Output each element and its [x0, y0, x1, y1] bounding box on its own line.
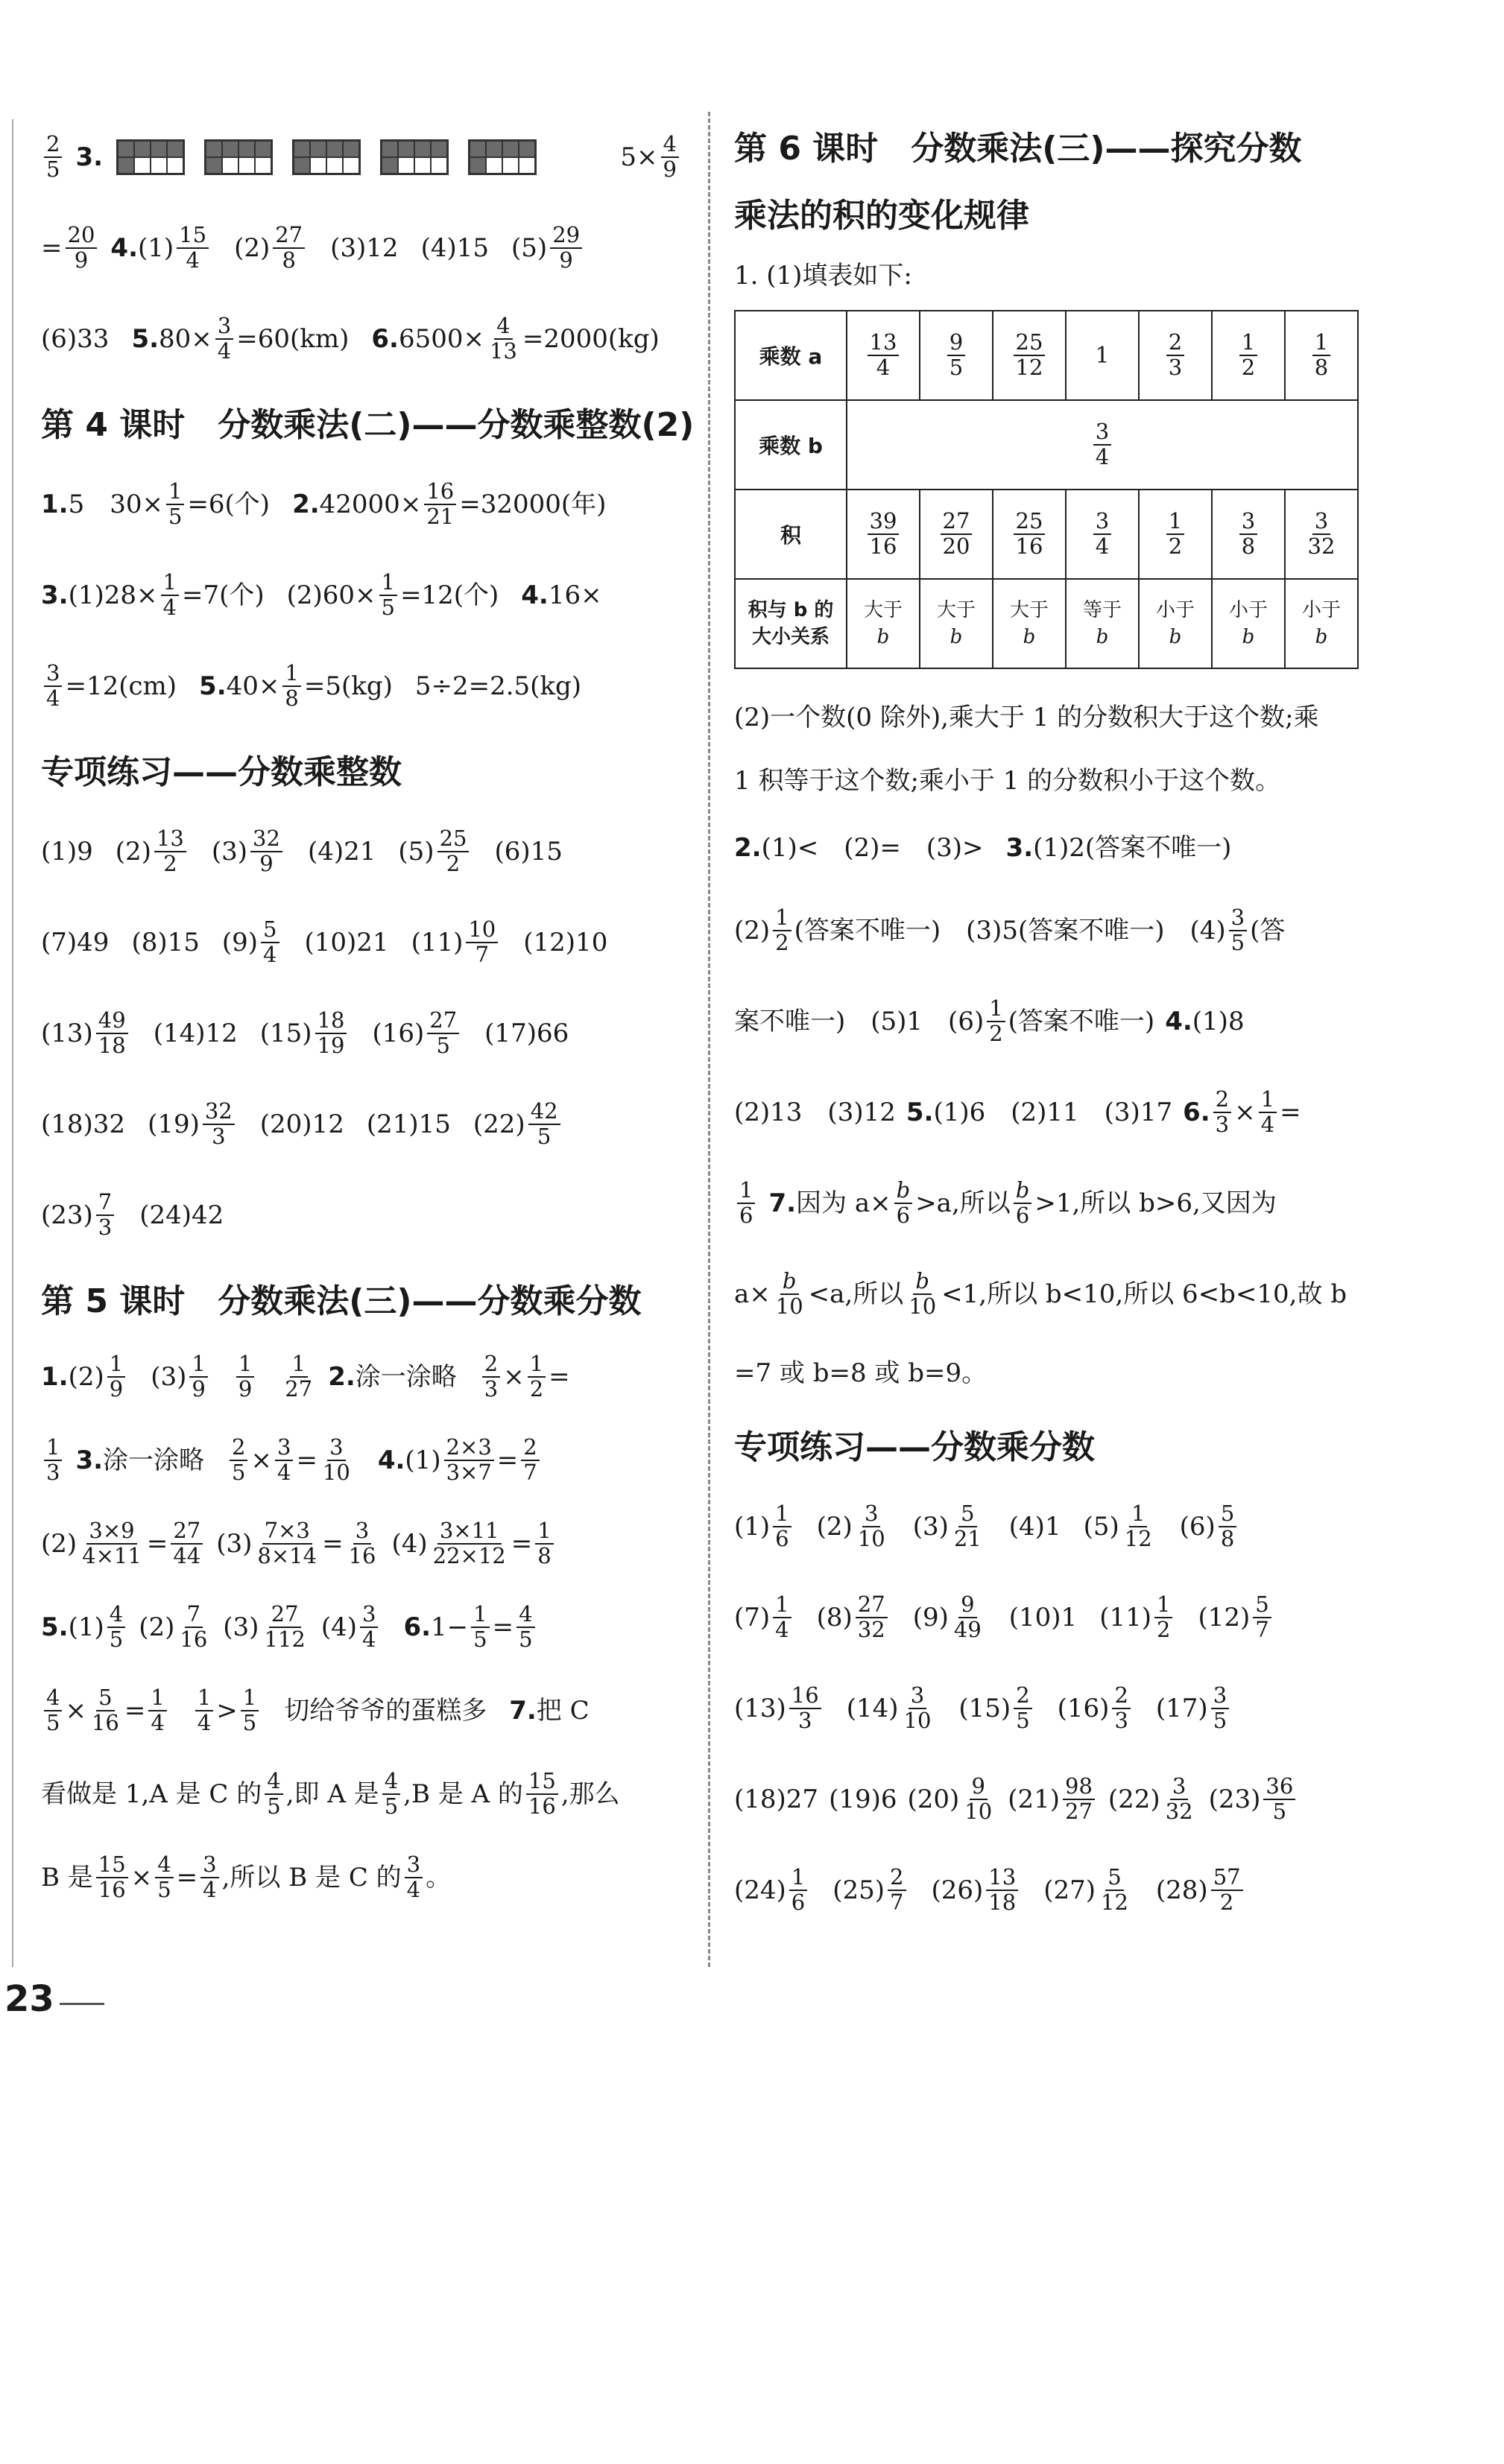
shaded-grid: [204, 139, 273, 175]
table-cell: $\frac{25}{12}$: [993, 311, 1066, 400]
table-cell: $\frac{39}{16}$: [847, 490, 920, 579]
table-row: [735, 490, 1358, 579]
answer-line: (2)一个数(0 除外),乘大于 1 的分数积大于这个数;乘: [734, 703, 1319, 732]
fraction: $\frac{42}{5}$: [528, 1100, 560, 1149]
question-number: 2.: [734, 833, 762, 863]
question-number: 2.: [328, 1362, 356, 1392]
table-cell: $\frac{25}{16}$: [993, 490, 1066, 579]
table-cell: $\frac{27}{20}$: [920, 490, 993, 579]
answer-line: (2)13 (3)12 5. (1)6 (2)11 (3)17 6. $\frac{2}{3}$ × $\frac{1}{4}$ =: [734, 1086, 1301, 1137]
question-number: 5.: [199, 671, 227, 701]
table-row: [735, 579, 1358, 668]
fraction: $\frac{4}{5}$: [382, 1770, 400, 1819]
fraction: $\frac{1}{12}$: [1124, 1501, 1152, 1551]
fraction: $\frac{5}{7}$: [1253, 1593, 1271, 1642]
section-heading-cont: 乘法的积的变化规律: [734, 197, 1029, 235]
fraction: $\frac{13}{2}$: [154, 827, 186, 876]
fraction: $\frac{4}{5}$: [44, 1686, 62, 1735]
fraction: $\frac{3}{5}$: [1229, 906, 1247, 955]
answer-line: (13) $\frac{16}{3}$ (14) $\frac{3}{10}$ (15) $\frac{2}{5}$ (16) $\frac{2}{3}$ (17) $\frac{3}{5}$: [734, 1663, 1390, 1754]
product-change-table: [734, 310, 1359, 669]
fraction: $\frac{4}{5}$: [107, 1603, 125, 1652]
fraction: $\frac{4}{5}$: [265, 1770, 282, 1819]
section-heading: 专项练习——分数乘整数: [41, 753, 402, 791]
table-cell: 1: [1066, 311, 1139, 400]
fraction: $\frac{98}{27}$: [1063, 1775, 1095, 1824]
row-header: 积: [735, 490, 847, 579]
fraction: $\frac{2}{3}$: [1112, 1684, 1130, 1733]
answer-line: (18)32 (19) $\frac{32}{3}$ (20)12 (21)15 (22) $\frac{42}{5}$: [41, 1079, 682, 1170]
right-column: [734, 112, 1390, 1936]
fraction: $\frac{1}{2}$: [987, 997, 1005, 1046]
answer-line: (18)27 (19)6 (20) $\frac{9}{10}$ (21) $\frac{98}{27}$ (22) $\frac{3}{32}$ (23) $\frac{36}{5}$: [734, 1754, 1390, 1845]
table-cell: $\frac{1}{2}$: [1212, 311, 1285, 400]
page-number: 23: [4, 1978, 54, 2020]
fraction: $\frac{3}{16}$: [348, 1518, 376, 1568]
answer-line: $\frac{1}{3}$ 3. 涂一涂略 $\frac{2}{5}$ × $\frac{3}{4}$ = $\frac{3}{10}$ 4. (1) $\frac{2\times 3}{3\times 7}$ = $\frac{2}{7}$: [41, 1419, 682, 1502]
fraction: $\frac{36}{5}$: [1263, 1775, 1295, 1824]
question-number: 4.: [521, 580, 549, 610]
row-header: 乘数 b: [735, 400, 847, 490]
question-number: 4.: [377, 1445, 405, 1475]
fraction: $\frac{1}{4}$: [1259, 1088, 1277, 1137]
fraction: $\frac{29}{9}$: [550, 224, 582, 273]
fraction: $\frac{1}{8}$: [535, 1519, 553, 1568]
fraction: $\frac{16}{3}$: [789, 1684, 821, 1733]
answer-line: (1) $\frac{1}{6}$ (2) $\frac{3}{10}$ (3) $\frac{5}{21}$ (4)1 (5) $\frac{1}{12}$ (6) $\frac{5}{8}$: [734, 1481, 1390, 1572]
fraction: $\frac{4}{5}$: [155, 1853, 173, 1902]
fraction: $\frac{1}{5}$: [471, 1603, 489, 1652]
table-row: [735, 400, 1358, 490]
row-header: 积与 b 的 大小关系: [735, 579, 847, 668]
question-number: 4.: [1165, 1007, 1192, 1036]
question-number: 5.: [131, 324, 159, 354]
fraction: $\frac{32}{3}$: [203, 1100, 235, 1149]
fraction: $\frac{27}{44}$: [171, 1519, 203, 1568]
fraction: $\frac{49}{18}$: [96, 1009, 128, 1058]
fraction: $\frac{3}{4}$: [44, 662, 62, 711]
fraction: $\frac{27}{112}$: [264, 1601, 306, 1652]
answer-line: B 是 $\frac{15}{16}$ × $\frac{4}{5}$ = $\frac{3}{4}$ ,所以 B 是 C 的 $\frac{3}{4}$ 。: [41, 1852, 452, 1902]
answer-line: 3. (1)28× $\frac{1}{4}$ =7(个) (2)60× $\frac{1}{5}$ =12(个) 4. 16×: [41, 569, 602, 620]
fraction: $\frac{1}{5}$: [166, 480, 184, 529]
question-number: 2.: [292, 490, 320, 519]
answer-line: (7) $\frac{1}{4}$ (8) $\frac{27}{32}$ (9) $\frac{9}{49}$ (10)1 (11) $\frac{1}{2}$ (12) $\frac{5}{7}$: [734, 1572, 1390, 1663]
question-number: 1.: [41, 1362, 69, 1392]
fraction: $\frac{b}{6}$: [1014, 1179, 1032, 1228]
shaded-grid: [116, 139, 185, 175]
answer-line: 案不唯一) (5)1 (6) $\frac{1}{2}$ (答案不唯一) 4. (1)8: [734, 995, 1245, 1046]
question-number: 6.: [371, 324, 399, 354]
answer-line: $\frac{4}{5}$ × $\frac{5}{16}$ = $\frac{1}{4}$ $\frac{1}{4}$ > $\frac{1}{5}$ 切给爷爷的蛋糕多 7. 把 C: [41, 1669, 682, 1752]
answer-line: 5. (1) $\frac{4}{5}$ (2) $\frac{7}{16}$ (3) $\frac{27}{112}$ (4) $\frac{3}{4}$ 6. 1− $\frac{1}{5}$ = $\frac{4}{5}$: [41, 1586, 682, 1669]
fraction: $\frac{1}{5}$: [241, 1686, 259, 1735]
left-column: [41, 112, 695, 1919]
fraction: $\frac{2}{7}$: [888, 1866, 906, 1915]
table-cell: $\frac{3}{8}$: [1212, 490, 1285, 579]
fraction: $\frac{27}{8}$: [273, 224, 305, 273]
table-cell: $\frac{13}{4}$: [847, 311, 920, 400]
fraction: $\frac{1}{9}$: [236, 1352, 254, 1402]
fraction: $\frac{b}{6}$: [894, 1179, 913, 1228]
fraction: $\frac{3}{4}$: [360, 1603, 378, 1652]
section-heading: 第 4 课时 分数乘法(二)——分数乘整数(2): [41, 406, 695, 444]
section-heading: 第 6 课时 分数乘法(三)——探究分数: [734, 130, 1302, 168]
fraction: $\frac{3\times 11}{22\times 12}$: [432, 1518, 506, 1568]
fraction: $\frac{2}{5}$: [44, 133, 62, 182]
left-margin-rule: [12, 119, 13, 1967]
table-cell: $\frac{1}{2}$: [1139, 490, 1212, 579]
fraction: $\frac{2}{7}$: [521, 1436, 539, 1485]
fraction: $\frac{b}{10}$: [775, 1268, 803, 1319]
fraction: $\frac{3\times 9}{4\times 11}$: [82, 1518, 142, 1568]
fraction: $\frac{7\times 3}{8\times 14}$: [257, 1518, 317, 1568]
table-cell: 小于 b: [1139, 579, 1212, 668]
fraction: $\frac{3}{4}$: [215, 314, 233, 364]
fraction: $\frac{4}{13}$: [489, 313, 517, 364]
fraction: $\frac{1}{9}$: [189, 1352, 207, 1402]
fraction: $\frac{3}{4}$: [405, 1853, 423, 1902]
question-number: 1.: [41, 490, 69, 519]
answer-line: (2) $\frac{3\times 9}{4\times 11}$ = $\frac{27}{44}$ (3) $\frac{7\times 3}{8\times 14}$ = $\frac{3}{16}$ (4) $\frac{3\times 11}{22\times 12}$ = $\frac{1}{8}$: [41, 1502, 682, 1586]
fraction: $\frac{2\times 3}{3\times 7}$: [444, 1436, 494, 1485]
answer-line: $\frac{1}{6}$ 7. 因为 a× $\frac{b}{6}$ >a,所以 $\frac{b}{6}$ >1,所以 b>6,又因为: [734, 1158, 1390, 1249]
fraction: $\frac{1}{2}$: [773, 906, 791, 955]
question-number: 4.: [110, 233, 138, 263]
table-cell: 小于 b: [1285, 579, 1358, 668]
answer-line: (24) $\frac{1}{6}$ (25) $\frac{2}{7}$ (26) $\frac{13}{18}$ (27) $\frac{5}{12}$ (28) $\frac{57}{2}$: [734, 1845, 1390, 1936]
fraction: $\frac{13}{18}$: [986, 1866, 1018, 1915]
answer-line: (2) $\frac{1}{2}$ (答案不唯一) (3)5(答案不唯一) (4) $\frac{3}{5}$ (答: [734, 905, 1286, 955]
fraction: $\frac{5}{4}$: [261, 918, 279, 967]
fraction: $\frac{1}{4}$: [195, 1686, 213, 1735]
fraction: $\frac{1}{6}$: [737, 1179, 755, 1228]
fraction: $\frac{5}{16}$: [91, 1685, 119, 1735]
fraction: $\frac{1}{9}$: [107, 1352, 125, 1402]
fraction: $\frac{5}{12}$: [1101, 1864, 1128, 1915]
question-number: 6.: [403, 1612, 432, 1642]
fraction: $\frac{1}{6}$: [789, 1866, 807, 1915]
question-number: 3.: [41, 580, 69, 610]
answer-line: = $\frac{20}{9}$ 4. (1) $\frac{15}{4}$ (2) $\frac{27}{8}$ (3)12 (4)15 (5) $\frac{29}{9}$: [41, 203, 682, 294]
question-number: 3.: [75, 1445, 104, 1475]
answer-line: 2. (1)< (2)= (3)> 3. (1)2(答案不唯一): [734, 833, 1232, 863]
question-number: 5.: [906, 1098, 934, 1127]
fraction: $\frac{1}{3}$: [44, 1436, 62, 1485]
fraction: $\frac{b}{10}$: [909, 1268, 937, 1319]
shaded-grid: [380, 139, 449, 175]
fraction: $\frac{5}{8}$: [1219, 1502, 1236, 1551]
answer-line: (23) $\frac{7}{3}$ (24)42: [41, 1189, 224, 1240]
section-heading: 第 5 课时 分数乘法(三)——分数乘分数: [41, 1282, 642, 1320]
fraction: $\frac{1}{27}$: [285, 1351, 313, 1402]
table-cell: $\frac{3}{4}$: [1066, 490, 1139, 579]
fraction: $\frac{2}{5}$: [1014, 1684, 1031, 1733]
fraction: $\frac{25}{2}$: [437, 827, 470, 876]
table-cell: $\frac{2}{3}$: [1139, 311, 1212, 400]
fraction: $\frac{16}{21}$: [424, 480, 456, 529]
fraction: $\frac{10}{7}$: [466, 918, 498, 967]
fraction: $\frac{27}{5}$: [427, 1009, 459, 1058]
fraction: $\frac{1}{4}$: [148, 1686, 166, 1735]
page-number-rule: [60, 2003, 104, 2005]
answer-line: [41, 112, 682, 203]
fraction: $\frac{15}{16}$: [526, 1770, 558, 1819]
answer-line: (1)9 (2) $\frac{13}{2}$ (3) $\frac{32}{9}$ (4)21 (5) $\frac{25}{2}$ (6)15: [41, 826, 563, 876]
table-cell: $\frac{3}{4}$: [847, 400, 1358, 490]
fraction: $\frac{20}{9}$: [66, 224, 98, 273]
question-number: 3.: [1005, 833, 1034, 863]
fraction: $\frac{1}{2}$: [528, 1352, 546, 1402]
fraction: $\frac{9}{49}$: [953, 1592, 982, 1642]
fraction: $\frac{3}{4}$: [200, 1853, 218, 1902]
fraction: $\frac{3}{10}$: [857, 1501, 885, 1551]
question-number: 7.: [509, 1696, 537, 1726]
answer-line: 1 积等于这个数;乘小于 1 的分数积小于这个数。: [734, 766, 1281, 796]
column-divider: [708, 112, 710, 1967]
fraction: $\frac{1}{4}$: [773, 1593, 791, 1642]
fraction: $\frac{2}{5}$: [230, 1436, 247, 1485]
fraction: $\frac{18}{19}$: [315, 1009, 347, 1058]
answer-line: (13) $\frac{49}{18}$ (14)12 (15) $\frac{18}{19}$ (16) $\frac{27}{5}$ (17)66: [41, 1007, 569, 1058]
fraction: $\frac{27}{32}$: [856, 1593, 888, 1642]
table-cell: 等于 b: [1066, 579, 1139, 668]
fraction: $\frac{15}{16}$: [96, 1853, 128, 1902]
section-heading: 专项练习——分数乘分数: [734, 1428, 1095, 1466]
fraction: $\frac{9}{10}$: [964, 1773, 993, 1824]
fraction: $\frac{3}{32}$: [1165, 1773, 1193, 1824]
table-cell: 大于 b: [847, 579, 920, 668]
fraction: $\frac{2}{3}$: [1213, 1088, 1231, 1137]
fraction: $\frac{15}{4}$: [177, 224, 209, 273]
answer-line: a× $\frac{b}{10}$ <a,所以 $\frac{b}{10}$ <1,所以 b<10,所以 6<b<10,故 b: [734, 1268, 1347, 1319]
answer-line: 1. (2) $\frac{1}{9}$ (3) $\frac{1}{9}$ $\frac{1}{9}$ $\frac{1}{27}$ 2. 涂一涂略 $\frac{2}{3}$ × $\frac{1}{2}$ =: [41, 1351, 570, 1402]
fraction: $\frac{1}{6}$: [773, 1502, 791, 1551]
fraction: $\frac{57}{2}$: [1211, 1866, 1243, 1915]
fraction: $\frac{1}{4}$: [161, 571, 179, 620]
fraction: $\frac{5}{21}$: [953, 1501, 982, 1551]
question-number: 6.: [1183, 1098, 1210, 1127]
fraction: $\frac{3}{10}$: [903, 1682, 932, 1733]
table-cell: 大于 b: [993, 579, 1066, 668]
fraction: $\frac{4}{9}$: [661, 133, 679, 182]
fraction: $\frac{4}{5}$: [516, 1603, 534, 1652]
answer-line: (7)49 (8)15 (9) $\frac{5}{4}$ (10)21 (11) $\frac{10}{7}$ (12)10: [41, 916, 608, 967]
fraction: $\frac{1}{8}$: [282, 662, 300, 711]
answer-line: 1. (1)填表如下:: [734, 261, 912, 291]
shaded-grid: [468, 139, 537, 175]
fraction: $\frac{3}{10}$: [322, 1434, 350, 1485]
fraction: $\frac{7}{16}$: [180, 1601, 208, 1652]
shaded-grid: [292, 139, 361, 175]
shaded-grid-figures: [116, 139, 537, 175]
question-number: 7.: [768, 1188, 797, 1218]
fraction: $\frac{3}{4}$: [275, 1436, 293, 1485]
fraction: $\frac{32}{9}$: [250, 827, 282, 876]
table-cell: $\frac{3}{32}$: [1285, 490, 1358, 579]
answer-line: =7 或 b=8 或 b=9。: [734, 1358, 988, 1388]
row-header: 乘数 a: [735, 311, 847, 400]
fraction: $\frac{7}{3}$: [96, 1191, 114, 1240]
fraction: $\frac{1}{2}$: [1154, 1593, 1172, 1642]
answer-line: 1. 5 30× $\frac{1}{5}$ =6(个) 2. 42000× $\frac{16}{21}$ =32000(年): [41, 478, 607, 529]
answer-line: (6)33 5. 80× $\frac{3}{4}$ =60(km) 6. 6500× $\frac{4}{13}$ =2000(kg): [41, 313, 660, 364]
table-row: [735, 311, 1358, 400]
question-number: 5.: [41, 1612, 69, 1642]
table-cell: $\frac{1}{8}$: [1285, 311, 1358, 400]
fraction: $\frac{2}{3}$: [482, 1352, 500, 1402]
table-cell: 小于 b: [1212, 579, 1285, 668]
fraction: $\frac{1}{5}$: [379, 571, 397, 620]
answer-line: $\frac{3}{4}$ =12(cm) 5. 40× $\frac{1}{8}$ =5(kg) 5÷2=2.5(kg): [41, 641, 682, 732]
answer-line: 看做是 1,A 是 C 的 $\frac{4}{5}$ ,即 A 是 $\frac{4}{5}$ ,B 是 A 的 $\frac{15}{16}$ ,那么: [41, 1768, 620, 1819]
table-cell: 大于 b: [920, 579, 993, 668]
answer-text: 5×: [620, 142, 658, 172]
fraction: $\frac{3}{5}$: [1211, 1684, 1229, 1733]
question-number: 3.: [75, 142, 104, 172]
table-cell: $\frac{9}{5}$: [920, 311, 993, 400]
